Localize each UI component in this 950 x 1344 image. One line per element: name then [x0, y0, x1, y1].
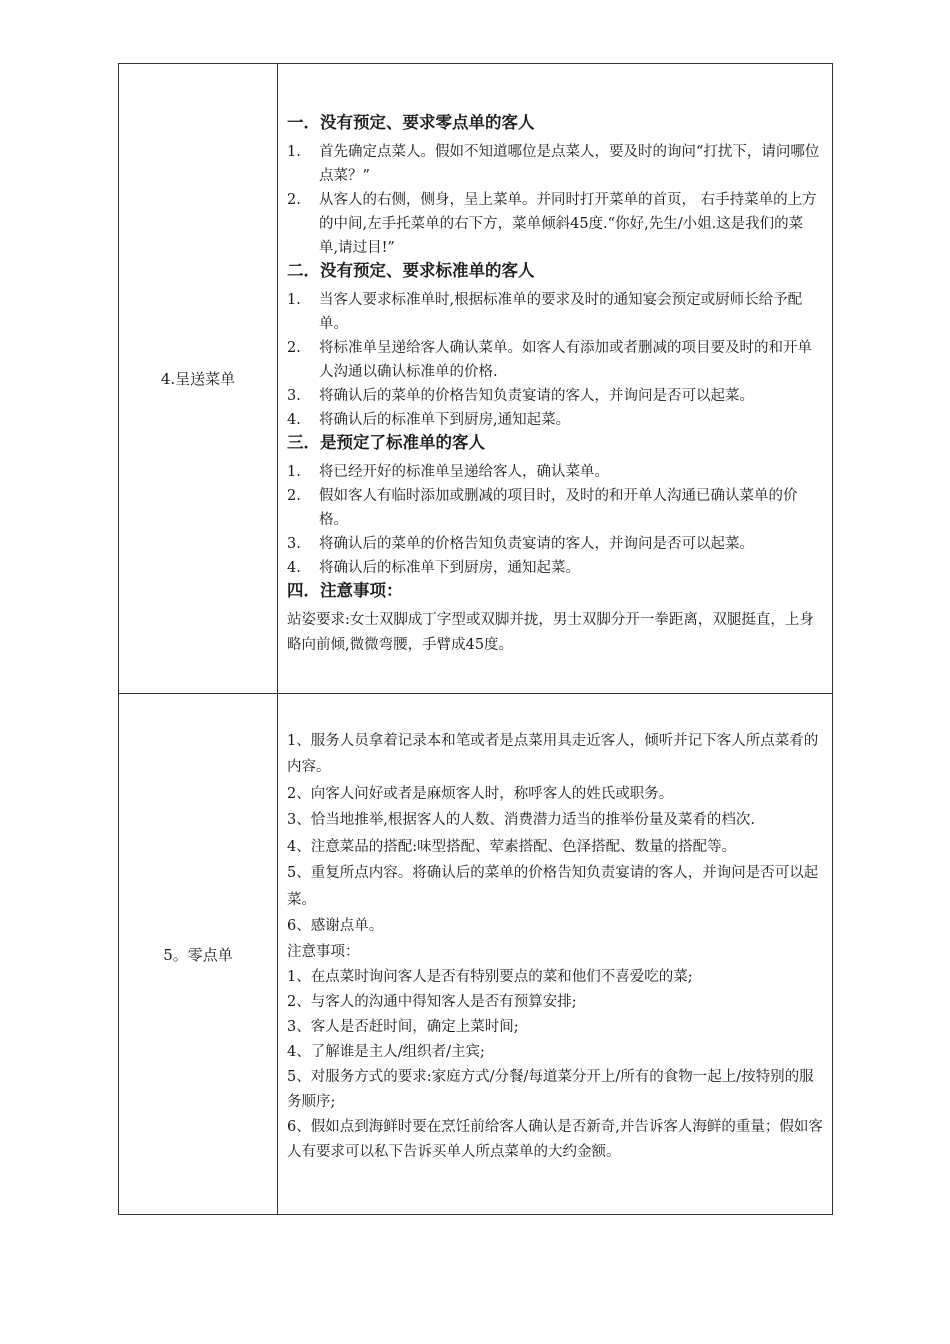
numbered-list [287, 288, 822, 432]
list-text: 将标准单呈递给客人确认菜单。如客人有添加或者删减的项目要及时的和开单人沟通以确认标准单的价格. [319, 339, 812, 380]
paragraph-line: 5、重复所点内容。将确认后的菜单的价格告知负责宴请的客人，并询问是否可以起菜。 [287, 865, 819, 908]
paragraph-line: 1、服务人员拿着记录本和笔或者是点菜用具走近客人，倾听并记下客人所点菜肴的内容。 [287, 732, 819, 775]
paragraph-line: 1、在点菜时询问客人是否有特别要点的菜和他们不喜爱吃的菜; [287, 968, 693, 985]
step-content [278, 694, 833, 1215]
list-item [287, 288, 822, 336]
paragraph-line: 2、与客人的沟通中得知客人是否有预算安排; [287, 993, 577, 1010]
list-number: 3. [287, 535, 301, 552]
list-number: 2. [287, 191, 301, 208]
list-text: 将确认后的菜单的价格告知负责宴请的客人，并询问是否可以起菜。 [319, 535, 754, 552]
list-item [287, 188, 822, 260]
paragraph-line: 3、恰当地推举,根据客人的人数、消费潜力适当的推举份量及菜肴的档次. [287, 812, 755, 828]
list-text: 当客人要求标准单时,根据标准单的要求及时的通知宴会预定或厨师长给予配单。 [319, 291, 803, 332]
list-item [287, 532, 822, 556]
paragraph-line: 4、了解谁是主人/组织者/主宾; [287, 1043, 485, 1060]
list-number: 4. [287, 411, 301, 428]
list-item [287, 484, 822, 532]
list-item [287, 460, 822, 484]
list-item [287, 408, 822, 432]
section-heading: 二．没有预定、要求标准单的客人 [287, 260, 535, 280]
paragraph-line: 3、客人是否赶时间，确定上菜时间; [287, 1018, 519, 1035]
list-number: 2. [287, 339, 301, 356]
procedure-table [118, 63, 833, 1215]
list-text: 将已经开好的标准单呈递给客人，确认菜单。 [319, 463, 609, 480]
list-text: 将确认后的菜单的价格告知负责宴请的客人，并询问是否可以起菜。 [319, 387, 754, 404]
list-number: 1. [287, 143, 301, 160]
paragraph-line: 5、对服务方式的要求:家庭方式/分餐/每道菜分开上/所有的食物一起上/按特别的服务顺序; [287, 1068, 814, 1110]
list-number: 1. [287, 463, 301, 480]
step-label: 5。零点单 [119, 694, 278, 1215]
section-heading: 三．是预定了标准单的客人 [287, 432, 485, 452]
paragraph-line: 4、注意菜品的搭配:味型搭配、荤素搭配、色泽搭配、数量的搭配等。 [287, 838, 737, 855]
step-label: 4.呈送菜单 [119, 64, 278, 694]
numbered-list [287, 460, 822, 580]
list-item [287, 140, 822, 188]
list-text: 假如客人有临时添加或删减的项目时，及时的和开单人沟通已确认菜单的价格。 [319, 487, 798, 528]
section-heading: 一．没有预定、要求零点单的客人 [287, 112, 535, 132]
table-row [119, 694, 833, 1215]
list-text: 将确认后的标准单下到厨房,通知起菜。 [319, 411, 571, 428]
list-number: 1. [287, 291, 301, 308]
step-content [278, 64, 833, 694]
list-number: 3. [287, 387, 301, 404]
paragraph-line: 2、向客人问好或者是麻烦客人时，称呼客人的姓氏或职务。 [287, 785, 674, 802]
section-heading: 四．注意事项： [287, 580, 403, 600]
list-text: 从客人的右侧，侧身，呈上菜单。并同时打开菜单的首页， 右手持菜单的上方的中间,左手托菜单的右下方，菜单倾斜45度.“你好,先生/小姐.这是我们的菜单,请过目!” [319, 191, 817, 256]
paragraph-line: 6、感谢点单。 [287, 918, 384, 934]
numbered-list [287, 140, 822, 260]
list-text: 首先确定点菜人。假如不知道哪位是点菜人，要及时的询问“打扰下，请问哪位点菜？” [319, 143, 820, 184]
list-number: 2. [287, 487, 301, 504]
list-text: 将确认后的标准单下到厨房，通知起菜。 [319, 559, 580, 576]
list-item [287, 336, 822, 384]
notes-heading: 注意事项： [287, 943, 360, 960]
table-row [119, 64, 833, 694]
list-number: 4. [287, 559, 301, 576]
posture-note: 站姿要求:女士双脚成丁字型或双脚并拢，男士双脚分开一拳距离，双腿挺直，上身略向前倾,微微弯腰，手臂成45度。 [287, 611, 814, 653]
list-item [287, 384, 822, 408]
paragraph-line: 6、假如点到海鲜时要在烹饪前给客人确认是否新奇,并告诉客人海鲜的重量；假如客人有要求可以私下告诉买单人所点菜单的大约金额。 [287, 1118, 823, 1160]
list-item [287, 556, 822, 580]
